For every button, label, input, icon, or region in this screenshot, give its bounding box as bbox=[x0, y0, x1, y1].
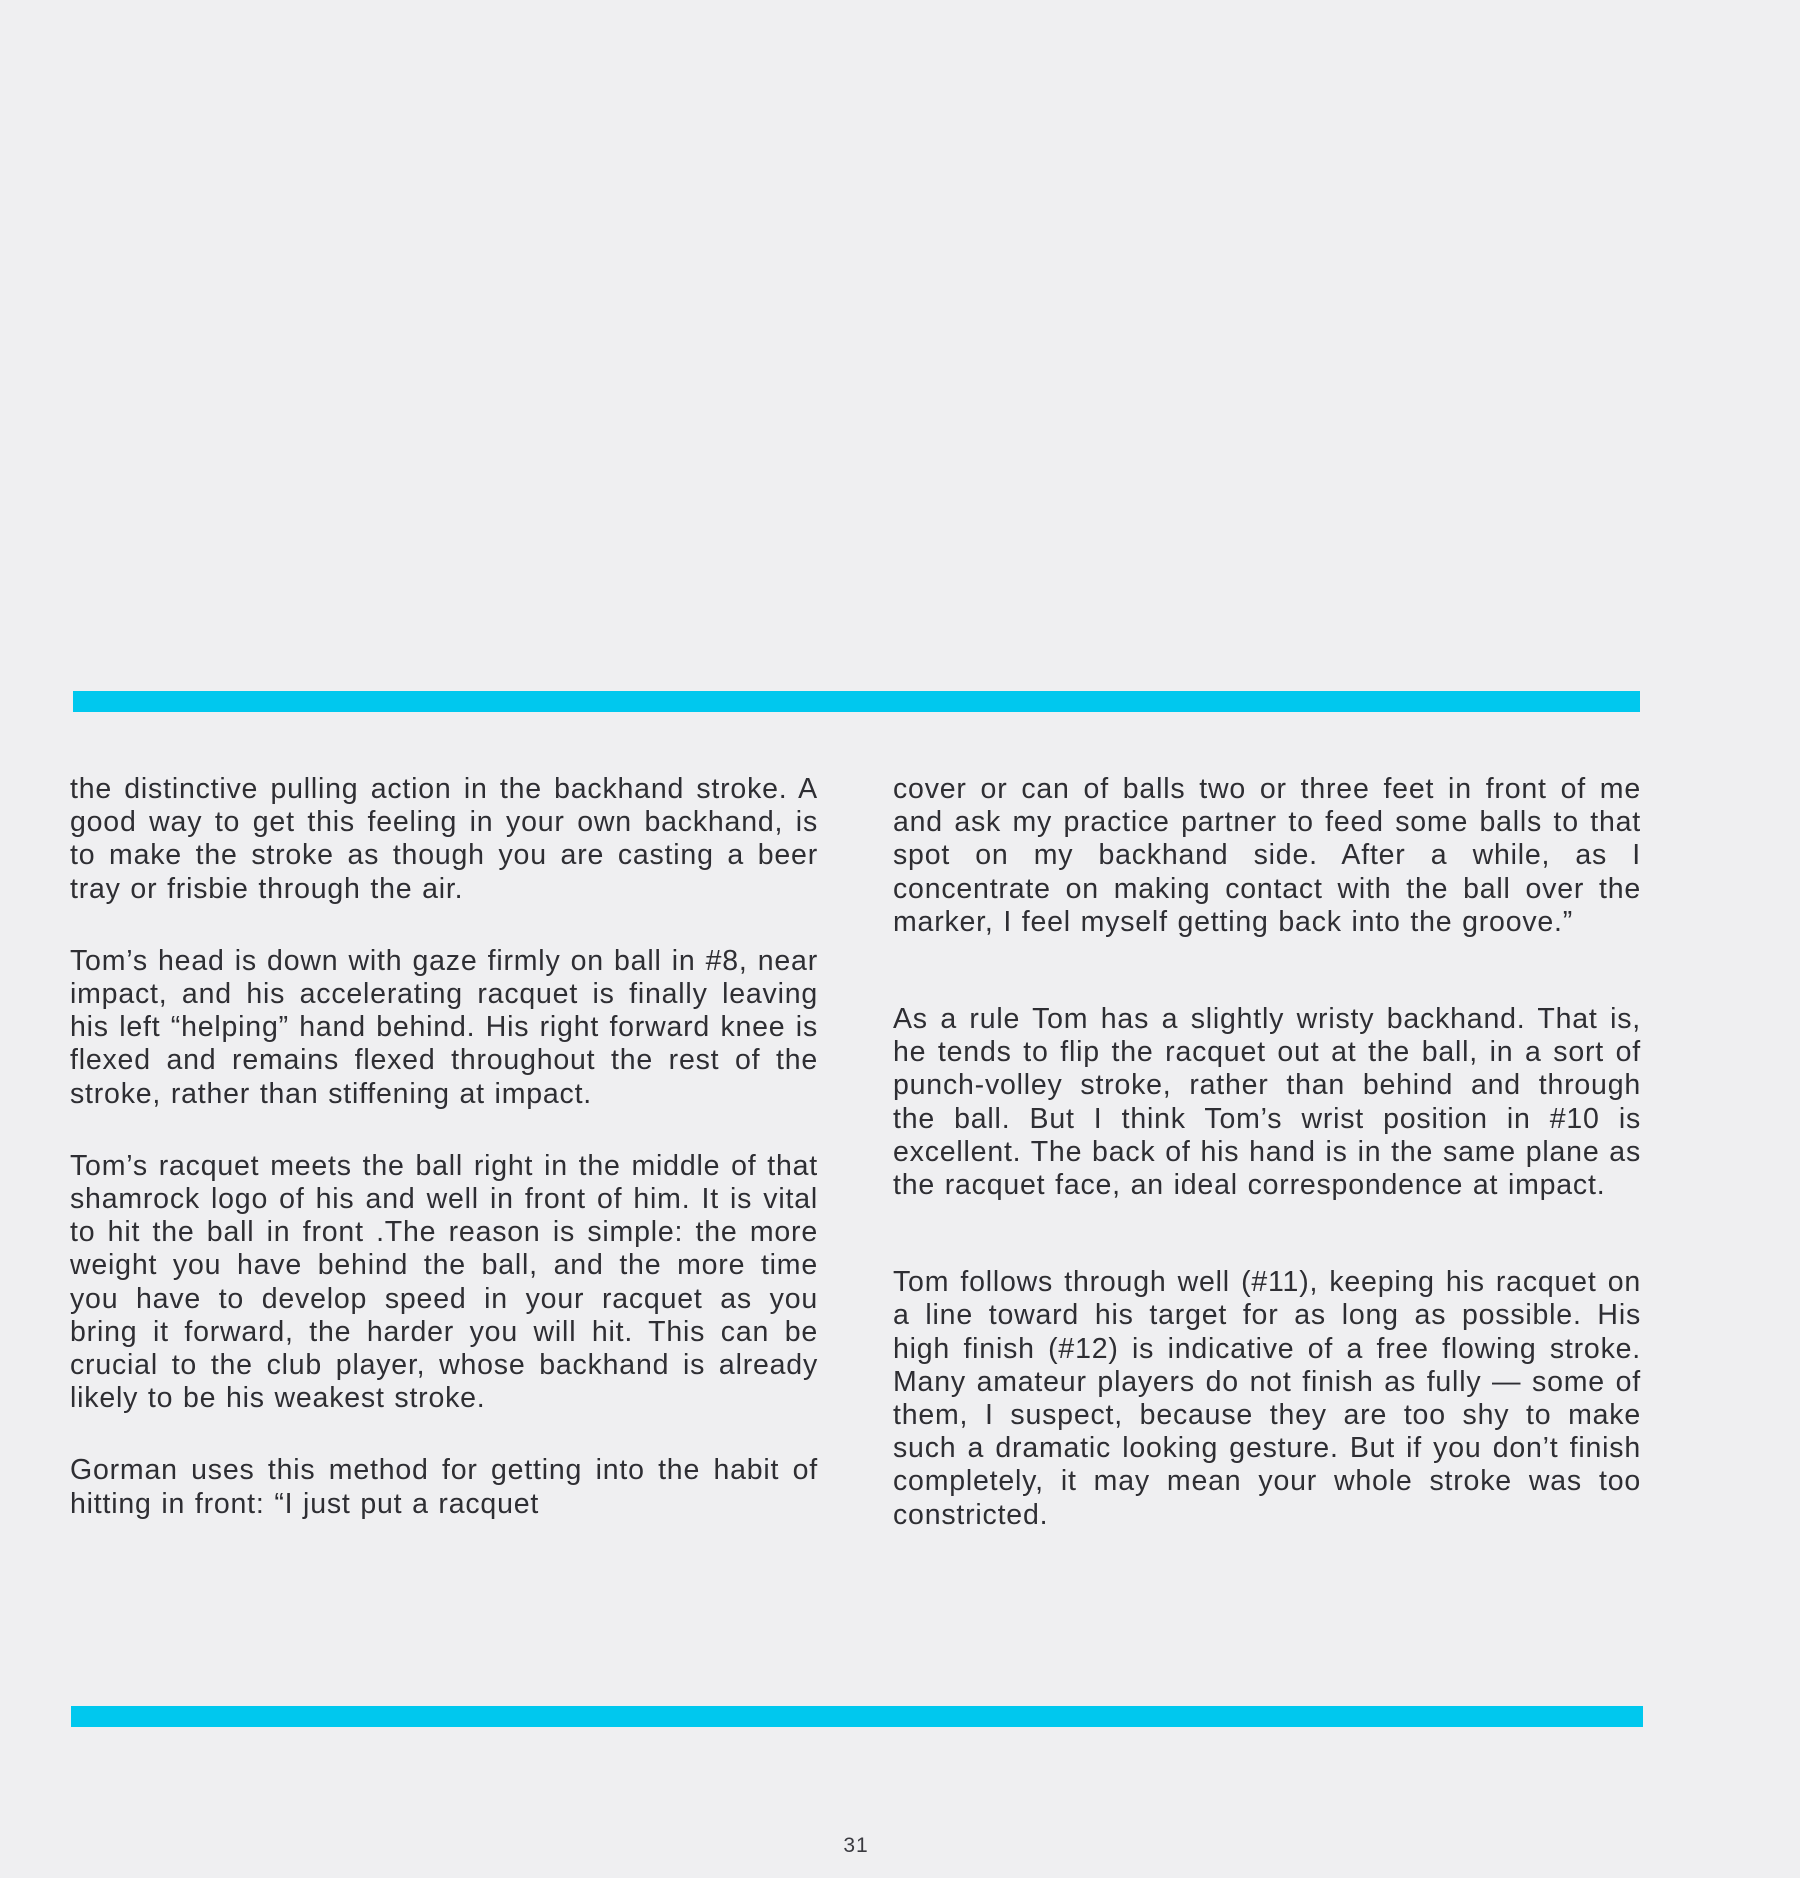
body-paragraph: cover or can of balls two or three feet in front of me and ask my practice partner to feed some balls to that spot on my backhand side. After a while, as I concentrate on making contact with the ball over the marker, I feel myself getting back into the groove.” bbox=[893, 773, 1641, 938]
body-paragraph: Tom follows through well (#11), keeping his racquet on a line toward his target for as long as possible. His high finish (#12) is indicative of a free flowing stroke. Many amateur players do not finish as fully — some of them, I suspect, because they are too shy to make such a dramatic looking gesture. But if you don’t finish completely, it may mean your whole stroke was too constricted. bbox=[893, 1266, 1641, 1531]
right-text-column bbox=[893, 773, 1641, 1532]
body-paragraph: As a rule Tom has a slightly wristy backhand. That is, he tends to flip the racquet out at the ball, in a sort of punch-volley stroke, rather than behind and through the ball. But I think Tom’s wrist position in #10 is excellent. The back of his hand is in the same plane as the racquet face, an ideal correspondence at impact. bbox=[893, 1003, 1641, 1202]
body-paragraph: Tom’s head is down with gaze firmly on ball in #8, near impact, and his accelerating racquet is finally leaving his left “helping” hand behind. His right forward knee is flexed and remains flexed throughout the rest of the stroke, rather than stiffening at impact. bbox=[70, 944, 818, 1110]
body-paragraph: Tom’s racquet meets the ball right in the middle of that shamrock logo of his and well in front of him. It is vital to hit the ball in front .The reason is simple: the more weight you have behind the ball, and the more time you have to develop speed in your racquet as you bring it forward, the harder you will hit. This can be crucial to the club player, whose backhand is already likely to be his weakest stroke. bbox=[70, 1149, 818, 1415]
top-accent-rule bbox=[73, 691, 1640, 712]
page-number: 31 bbox=[843, 1834, 869, 1857]
bottom-accent-rule bbox=[71, 1706, 1643, 1727]
body-paragraph: Gorman uses this method for getting into the habit of hitting in front: “I just put a racquet bbox=[70, 1454, 818, 1520]
left-text-column bbox=[70, 773, 818, 1521]
body-paragraph: the distinctive pulling action in the backhand stroke. A good way to get this feeling in your own backhand, is to make the stroke as though you are casting a beer tray or frisbie through the air. bbox=[70, 773, 818, 905]
